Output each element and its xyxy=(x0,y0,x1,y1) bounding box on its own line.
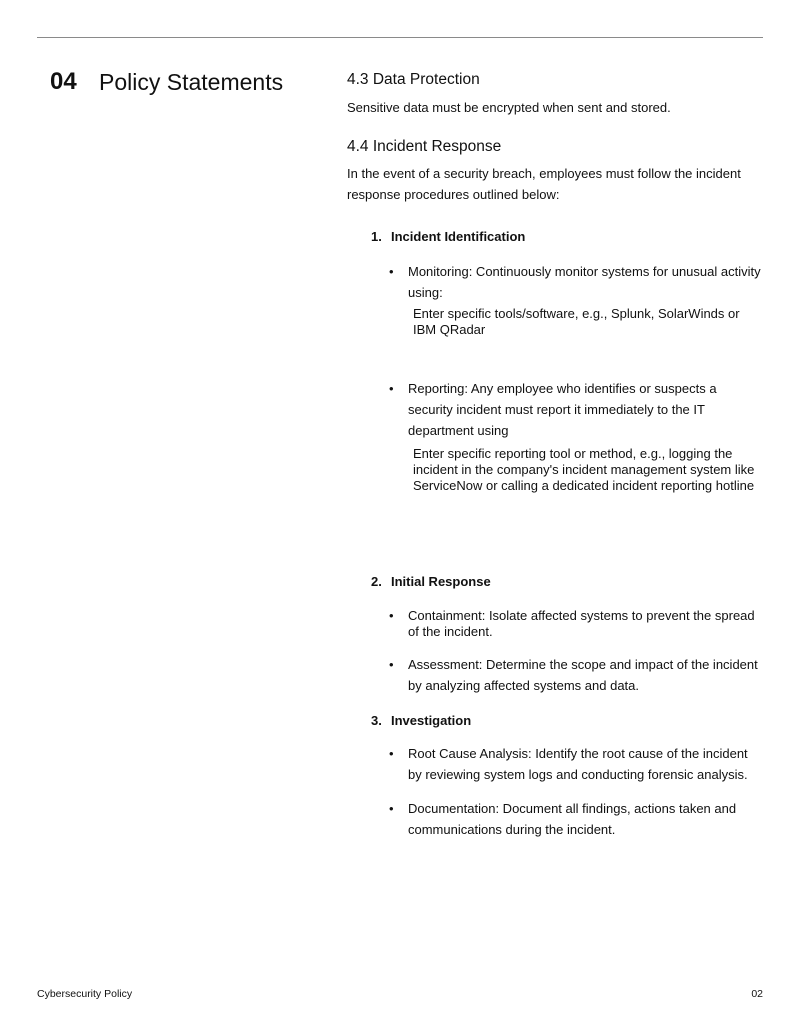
bullet-dot: • xyxy=(389,264,394,279)
bullet-text: Document all findings, actions taken and communications during the incident. xyxy=(408,801,737,837)
reporting-method-field[interactable]: Enter specific reporting tool or method, e.g., logging the incident in the company's incident management system like ServiceNow or calling a dedicated incident reporting hotline xyxy=(413,446,755,493)
step-title: Incident Identification xyxy=(391,229,526,244)
step-2 xyxy=(371,573,491,591)
bullet-reporting xyxy=(389,378,763,441)
bullet-text: Isolate affected systems to prevent the spread of the incident. xyxy=(408,608,755,639)
incident-response-intro: In the event of a security breach, employees must follow the incident response procedures outlined below: xyxy=(347,166,741,202)
footer-document-title: Cybersecurity Policy xyxy=(37,988,133,1000)
step-title: Investigation xyxy=(391,713,472,728)
bullet-text: Continuously monitor systems for unusual activity using: xyxy=(408,264,761,300)
bullet-text: Any employee who identifies or suspects a security incident must report it immediately to the IT department using xyxy=(408,381,717,438)
bullet-dot: • xyxy=(389,381,394,396)
bullet-containment xyxy=(389,608,763,640)
bullet-dot: • xyxy=(389,608,394,623)
bullet-text: Identify the root cause of the incident by reviewing system logs and conducting forensic analysis. xyxy=(408,746,748,782)
step-3 xyxy=(371,712,471,730)
footer-page-number: 02 xyxy=(751,988,763,1000)
bullet-dot: • xyxy=(389,801,394,816)
bullet-label: Containment: xyxy=(408,608,486,623)
bullet-label: Monitoring: xyxy=(408,264,473,279)
step-title: Initial Response xyxy=(391,574,491,589)
section-title: Policy Statements xyxy=(99,69,284,95)
bullet-dot: • xyxy=(389,657,394,672)
header-rule xyxy=(37,37,763,38)
bullet-monitoring xyxy=(389,261,763,303)
step-number: 3. xyxy=(371,713,382,728)
bullet-assessment xyxy=(389,654,763,696)
bullet-dot: • xyxy=(389,746,394,761)
step-1 xyxy=(371,228,525,246)
bullet-label: Documentation: xyxy=(408,801,500,816)
step-number: 1. xyxy=(371,229,382,244)
heading-incident-response: 4.4 Incident Response xyxy=(347,138,502,155)
data-protection-text: Sensitive data must be encrypted when sent and stored. xyxy=(347,100,671,115)
bullet-root-cause-analysis xyxy=(389,743,763,785)
monitoring-tools-field[interactable]: Enter specific tools/software, e.g., Splunk, SolarWinds or IBM QRadar xyxy=(413,306,740,337)
section-number: 04 xyxy=(50,68,77,95)
bullet-label: Reporting: xyxy=(408,381,468,396)
bullet-label: Assessment: xyxy=(408,657,483,672)
step-number: 2. xyxy=(371,574,382,589)
bullet-text: Determine the scope and impact of the incident by analyzing affected systems and data. xyxy=(408,657,758,693)
bullet-documentation xyxy=(389,798,763,840)
bullet-label: Root Cause Analysis: xyxy=(408,746,532,761)
heading-data-protection: 4.3 Data Protection xyxy=(347,71,480,88)
